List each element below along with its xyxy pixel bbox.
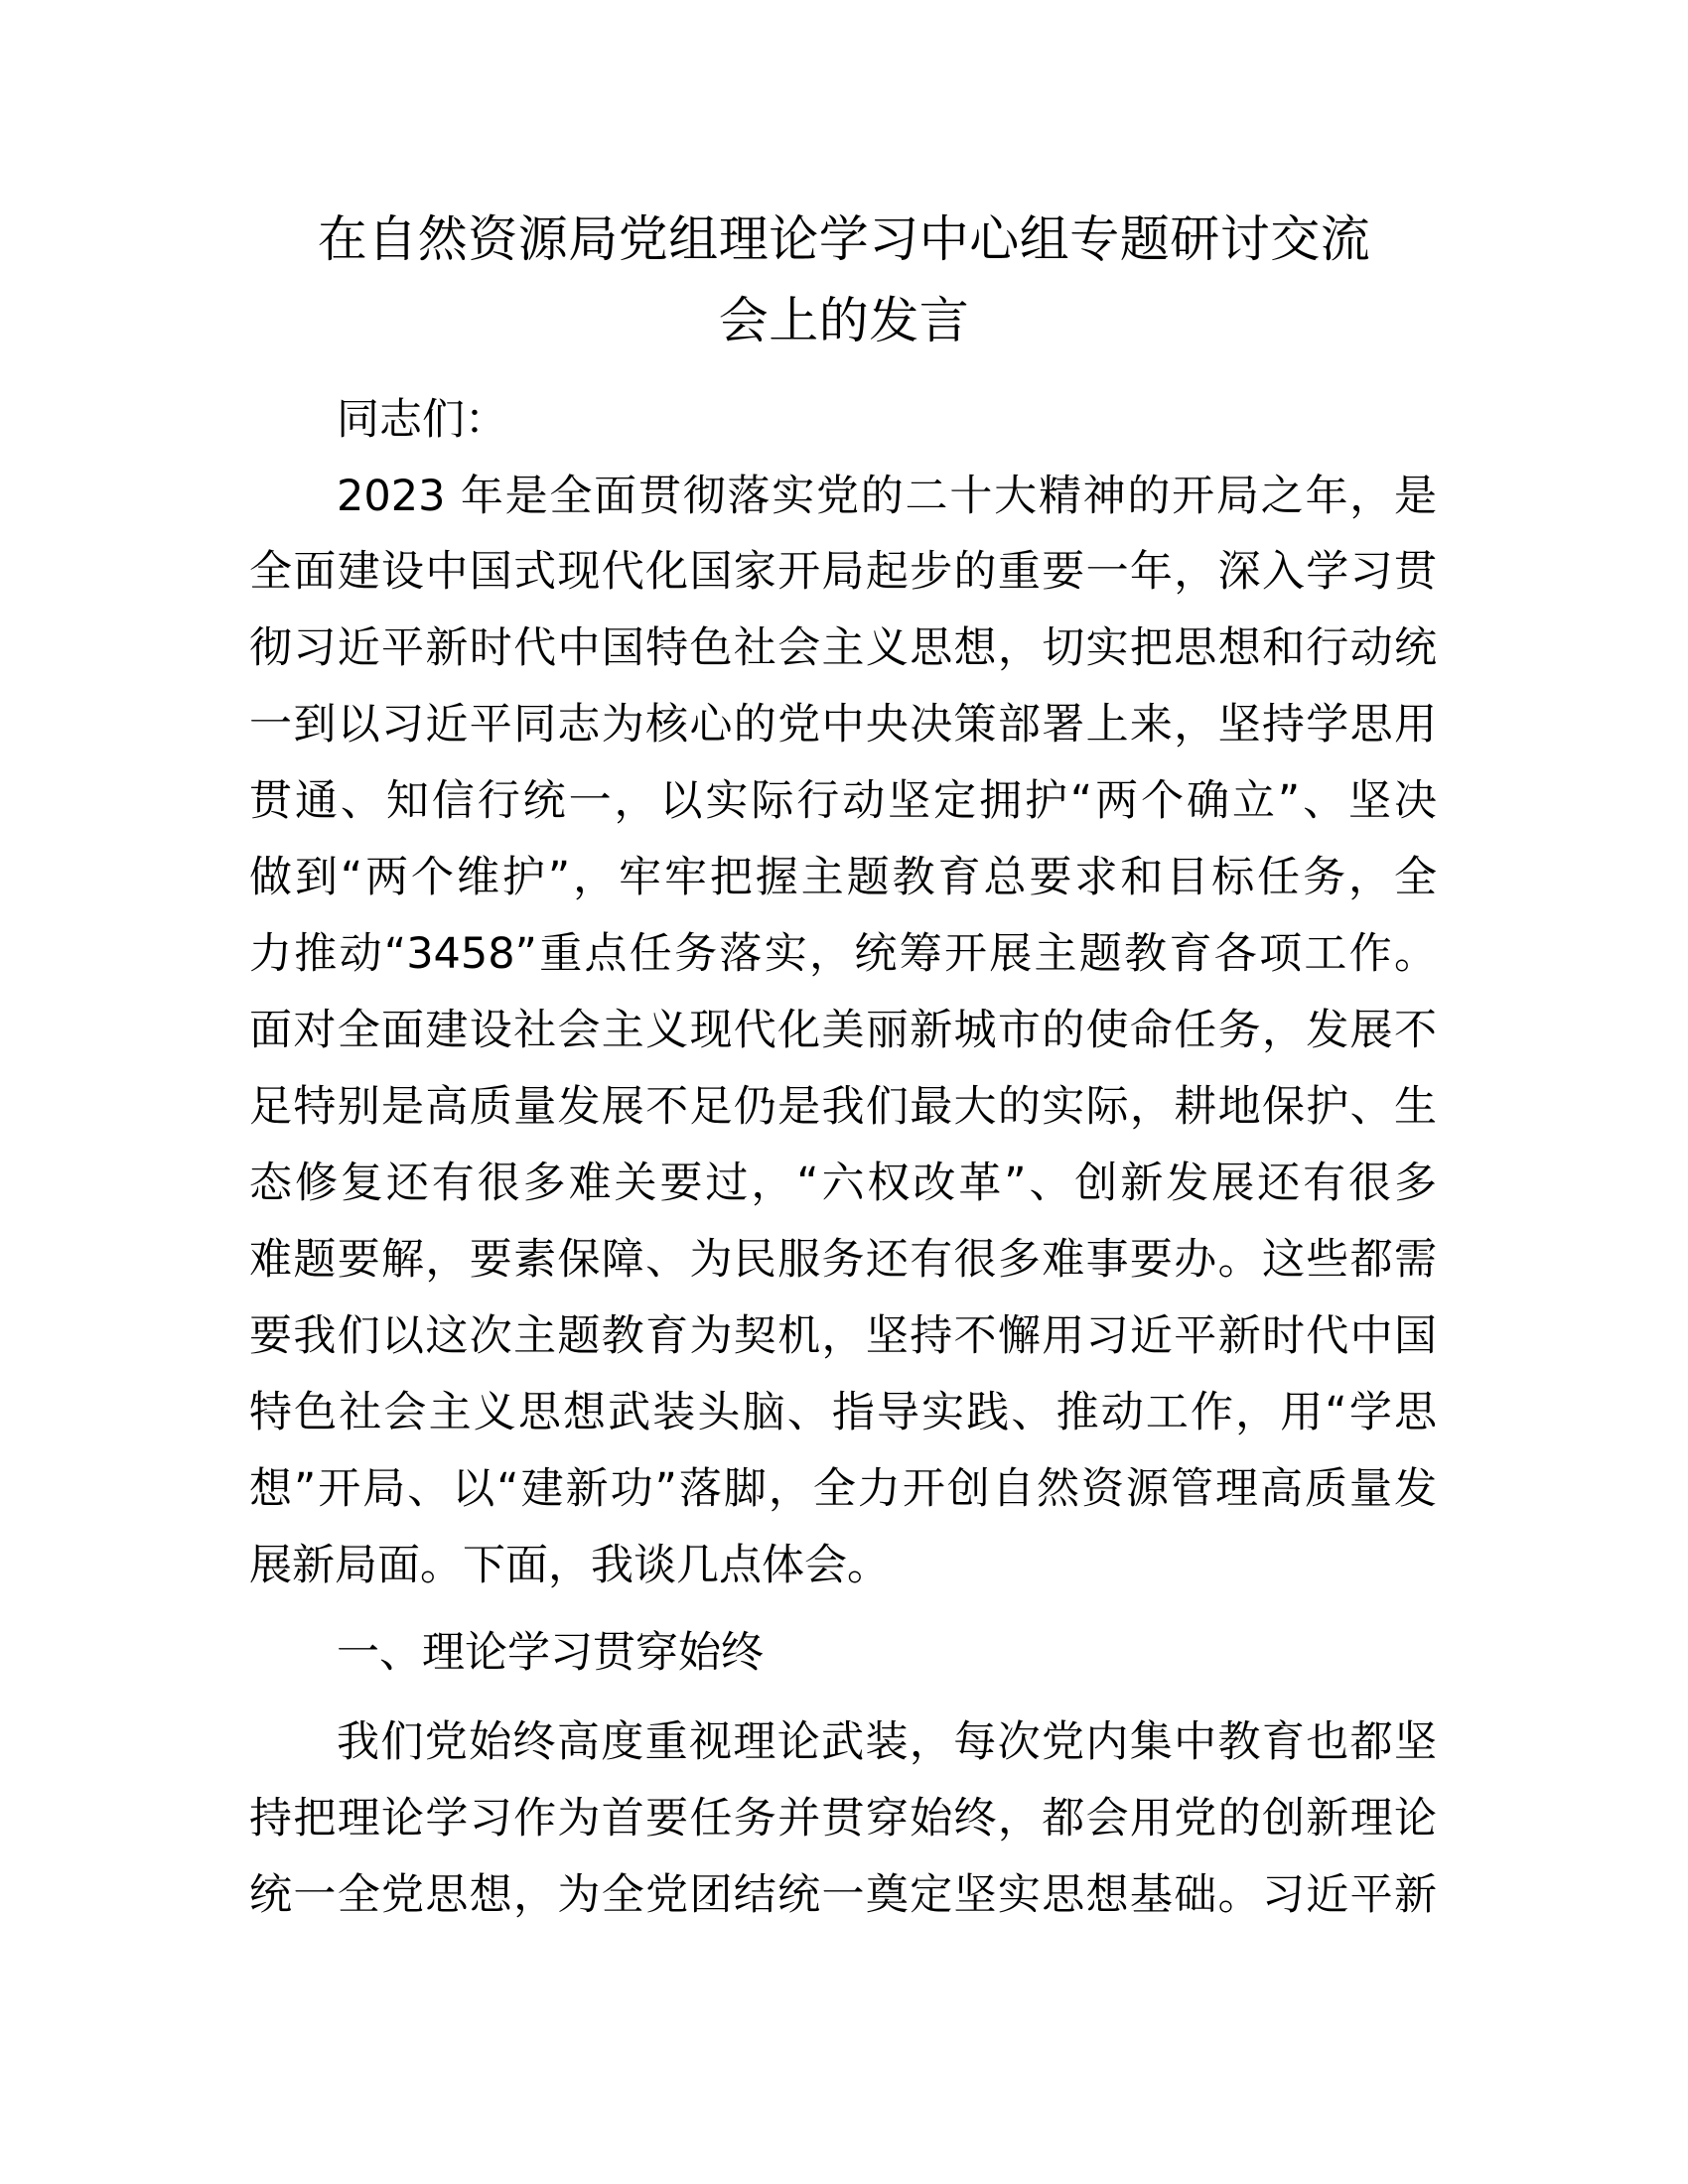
- text-line: 展新局面。下面，我谈几点体会。: [249, 1541, 890, 1590]
- text-line: 持把理论学习作为首要任务并贯穿始终，都会用党的创新理论: [249, 1794, 1437, 1843]
- salutation: 同志们：: [337, 395, 507, 445]
- text-line: 想”开局、以“建新功”落脚，全力开创自然资源管理高质量发: [249, 1464, 1437, 1514]
- text-line: 2023 年是全面贯彻落实党的二十大精神的开局之年，是: [337, 472, 1437, 521]
- text-line: 力推动“3458”重点任务落实，统筹开展主题教育各项工作。: [249, 929, 1437, 979]
- text-line: 面对全面建设社会主义现代化美丽新城市的使命任务，发展不: [249, 1006, 1437, 1055]
- document-body: [249, 0, 1437, 2184]
- title-line-1: 在自然资源局党组理论学习中心组专题研讨交流: [317, 210, 1371, 268]
- text-line: 特色社会主义思想武装头脑、指导实践、推动工作，用“学思: [249, 1388, 1437, 1437]
- text-line: 足特别是高质量发展不足仍是我们最大的实际，耕地保护、生: [249, 1082, 1437, 1132]
- text-line: 难题要解，要素保障、为民服务还有很多难事要办。这些都需: [249, 1235, 1437, 1285]
- text-line: 全面建设中国式现代化国家开局起步的重要一年，深入学习贯: [249, 547, 1437, 597]
- text-line: 统一全党思想，为全党团结统一奠定坚实思想基础。习近平新: [249, 1870, 1437, 1920]
- text-line: 做到“两个维护”，牢牢把握主题教育总要求和目标任务，全: [249, 853, 1437, 902]
- text-line: 我们党始终高度重视理论武装，每次党内集中教育也都坚: [337, 1717, 1437, 1767]
- title-line-2: 会上的发言: [718, 292, 970, 349]
- text-line: 一到以习近平同志为核心的党中央决策部署上来，坚持学思用: [249, 700, 1437, 750]
- section-heading-1: 一、理论学习贯穿始终: [337, 1628, 764, 1678]
- text-line: 贯通、知信行统一，以实际行动坚定拥护“两个确立”、坚决: [249, 776, 1437, 826]
- text-line: 态修复还有很多难关要过，“六权改革”、创新发展还有很多: [249, 1159, 1437, 1208]
- text-line: 要我们以这次主题教育为契机，坚持不懈用习近平新时代中国: [249, 1311, 1437, 1361]
- text-line: 彻习近平新时代中国特色社会主义思想，切实把思想和行动统: [249, 623, 1437, 673]
